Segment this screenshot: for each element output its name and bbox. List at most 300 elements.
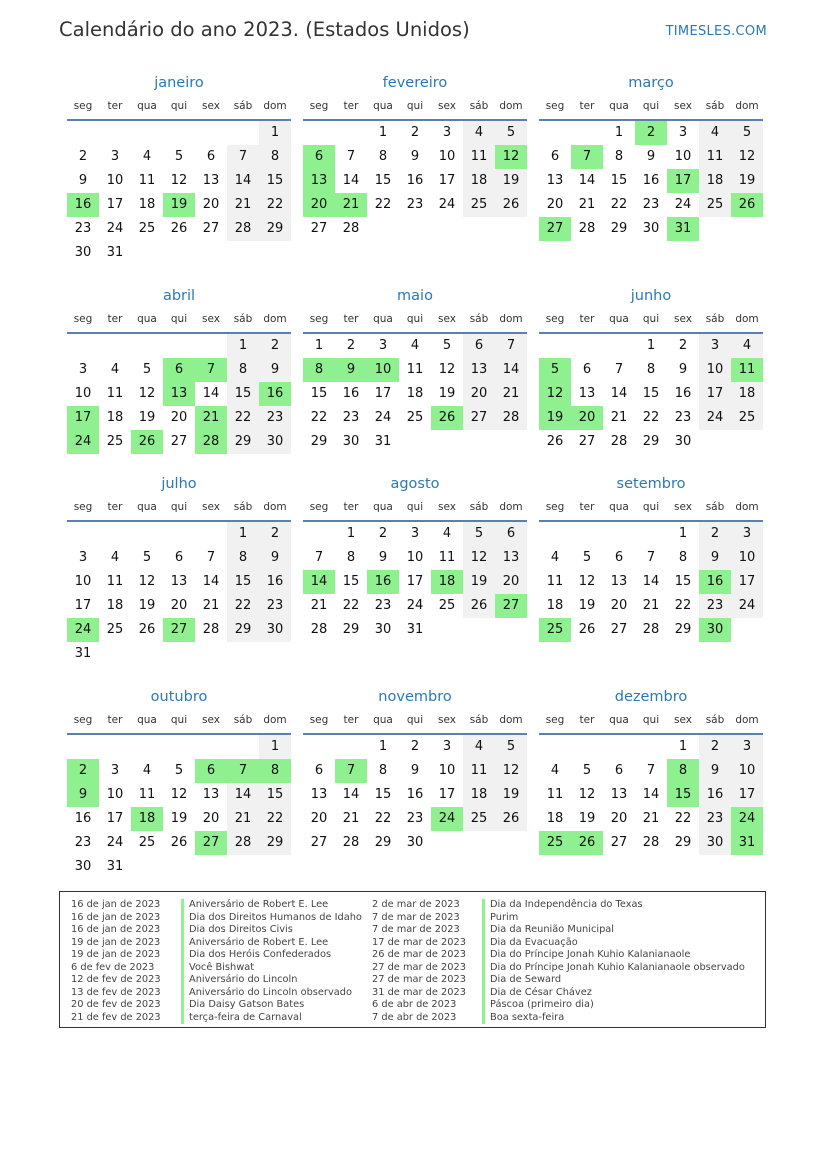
day-cell: 21 bbox=[578, 197, 596, 212]
day-cell: 3 bbox=[442, 125, 452, 140]
legend-date: 16 de jan de 2023 bbox=[71, 911, 161, 923]
day-cell: 15 bbox=[342, 574, 360, 589]
holiday-day-cell: 31 bbox=[667, 217, 699, 241]
weekday-label: qua bbox=[373, 100, 393, 112]
legend-holiday-name: Dia da Independência do Texas bbox=[482, 899, 643, 912]
day-cell: 3 bbox=[442, 739, 452, 754]
month-name: agosto bbox=[390, 476, 440, 492]
empty-cell bbox=[163, 735, 195, 759]
legend-date: 27 de mar de 2023 bbox=[372, 961, 466, 973]
day-grid bbox=[303, 334, 527, 454]
day-cell: 5 bbox=[582, 763, 592, 778]
legend-row bbox=[71, 1012, 362, 1025]
weekday-label: sex bbox=[438, 313, 456, 325]
legend-date: 27 de mar de 2023 bbox=[372, 974, 466, 985]
empty-cell bbox=[539, 522, 571, 546]
day-cell: 6 bbox=[582, 362, 592, 377]
day-cell: 22 bbox=[642, 410, 660, 425]
weekday-label: sex bbox=[438, 100, 456, 112]
weekday-header bbox=[539, 99, 763, 121]
day-cell: 5 bbox=[731, 121, 763, 145]
legend-date: 26 de mar de 2023 bbox=[372, 949, 466, 960]
weekday-label: seg bbox=[309, 714, 329, 726]
weekday-header bbox=[303, 99, 527, 121]
day-cell: 1 bbox=[346, 526, 356, 541]
day-cell: 11 bbox=[406, 362, 424, 377]
day-cell: 28 bbox=[642, 622, 660, 637]
weekday-label: sex bbox=[202, 714, 220, 726]
day-cell: 17 bbox=[731, 783, 763, 807]
empty-cell bbox=[99, 334, 131, 358]
holiday-day-cell: 26 bbox=[571, 831, 603, 855]
day-cell: 13 bbox=[610, 574, 628, 589]
weekday-label: sex bbox=[674, 714, 692, 726]
weekday-label: sáb bbox=[469, 100, 489, 112]
weekday-header bbox=[539, 312, 763, 334]
day-cell: 21 bbox=[495, 382, 527, 406]
month-name: junho bbox=[630, 288, 672, 304]
weekday-label: dom bbox=[499, 714, 523, 726]
weekday-label: dom bbox=[735, 100, 759, 112]
day-cell: 29 bbox=[374, 835, 392, 850]
weekday-label: seg bbox=[545, 501, 565, 513]
day-cell: 7 bbox=[646, 550, 656, 565]
day-cell: 19 bbox=[438, 386, 456, 401]
empty-cell bbox=[163, 522, 195, 546]
day-cell: 17 bbox=[406, 574, 424, 589]
empty-cell bbox=[67, 735, 99, 759]
weekday-label: qui bbox=[642, 714, 660, 726]
day-cell: 17 bbox=[106, 811, 124, 826]
holiday-day-cell: 27 bbox=[195, 831, 227, 855]
empty-cell bbox=[303, 121, 335, 145]
legend-holiday-name: Dia da Reunião Municipal bbox=[482, 924, 614, 937]
weekday-label: sáb bbox=[469, 501, 489, 513]
empty-cell bbox=[163, 121, 195, 145]
day-cell: 5 bbox=[174, 763, 184, 778]
day-cell: 29 bbox=[227, 430, 259, 454]
day-cell: 4 bbox=[142, 149, 152, 164]
empty-cell bbox=[99, 735, 131, 759]
day-cell: 29 bbox=[259, 217, 291, 241]
day-cell: 10 bbox=[438, 763, 456, 778]
day-cell: 11 bbox=[546, 787, 564, 802]
weekday-label: sáb bbox=[705, 501, 725, 513]
day-cell: 12 bbox=[170, 787, 188, 802]
empty-cell bbox=[195, 334, 227, 358]
day-cell: 11 bbox=[438, 550, 456, 565]
day-cell: 2 bbox=[259, 334, 291, 358]
day-cell: 9 bbox=[78, 173, 88, 188]
day-cell: 19 bbox=[495, 783, 527, 807]
day-cell: 13 bbox=[170, 574, 188, 589]
holiday-day-cell: 18 bbox=[131, 807, 163, 831]
day-cell: 18 bbox=[106, 598, 124, 613]
day-cell: 22 bbox=[374, 811, 392, 826]
weekday-label: sáb bbox=[469, 714, 489, 726]
day-cell: 27 bbox=[463, 406, 495, 430]
holiday-day-cell: 16 bbox=[67, 193, 99, 217]
day-cell: 6 bbox=[614, 550, 624, 565]
holiday-day-cell: 13 bbox=[303, 169, 335, 193]
weekday-label: qua bbox=[137, 313, 157, 325]
day-cell: 30 bbox=[259, 430, 291, 454]
day-grid bbox=[539, 121, 763, 241]
day-cell: 5 bbox=[142, 362, 152, 377]
day-cell: 29 bbox=[342, 622, 360, 637]
day-cell: 21 bbox=[227, 193, 259, 217]
day-cell: 1 bbox=[227, 522, 259, 546]
weekday-label: sex bbox=[674, 501, 692, 513]
day-cell: 19 bbox=[463, 570, 495, 594]
legend-date: 7 de mar de 2023 bbox=[372, 911, 460, 923]
month-setembro bbox=[539, 475, 763, 642]
legend-date: 7 de mar de 2023 bbox=[372, 924, 460, 935]
legend-row bbox=[372, 974, 745, 987]
day-cell: 23 bbox=[74, 835, 92, 850]
holiday-day-cell: 10 bbox=[367, 358, 399, 382]
day-cell: 24 bbox=[374, 410, 392, 425]
day-cell: 28 bbox=[578, 221, 596, 236]
day-cell: 28 bbox=[642, 835, 660, 850]
empty-cell bbox=[163, 334, 195, 358]
day-cell: 4 bbox=[550, 550, 560, 565]
day-cell: 19 bbox=[578, 598, 596, 613]
day-cell: 16 bbox=[699, 783, 731, 807]
day-cell: 3 bbox=[699, 334, 731, 358]
month-novembro bbox=[303, 688, 527, 855]
day-cell: 17 bbox=[731, 570, 763, 594]
legend-date: 12 de fev de 2023 bbox=[71, 974, 161, 985]
legend-row bbox=[71, 962, 362, 975]
day-cell: 25 bbox=[406, 410, 424, 425]
empty-cell bbox=[603, 522, 635, 546]
legend-row bbox=[372, 999, 745, 1012]
day-cell: 13 bbox=[310, 787, 328, 802]
day-cell: 7 bbox=[314, 550, 324, 565]
day-cell: 17 bbox=[106, 197, 124, 212]
empty-cell bbox=[99, 522, 131, 546]
day-cell: 20 bbox=[310, 811, 328, 826]
empty-cell bbox=[603, 334, 635, 358]
day-cell: 29 bbox=[610, 221, 628, 236]
day-cell: 10 bbox=[106, 173, 124, 188]
day-cell: 16 bbox=[259, 570, 291, 594]
empty-cell bbox=[67, 522, 99, 546]
legend-row bbox=[372, 1012, 745, 1025]
day-cell: 25 bbox=[138, 221, 156, 236]
day-cell: 23 bbox=[374, 598, 392, 613]
weekday-label: seg bbox=[73, 313, 93, 325]
day-cell: 21 bbox=[610, 410, 628, 425]
day-cell: 3 bbox=[110, 763, 120, 778]
holiday-day-cell: 8 bbox=[667, 759, 699, 783]
day-cell: 11 bbox=[699, 145, 731, 169]
month-outubro bbox=[67, 688, 291, 879]
day-cell: 29 bbox=[674, 622, 692, 637]
day-cell: 26 bbox=[170, 221, 188, 236]
weekday-label: dom bbox=[735, 313, 759, 325]
day-cell: 14 bbox=[202, 574, 220, 589]
day-cell: 31 bbox=[106, 859, 124, 874]
holiday-day-cell: 27 bbox=[163, 618, 195, 642]
day-cell: 20 bbox=[610, 598, 628, 613]
day-cell: 31 bbox=[406, 622, 424, 637]
holiday-day-cell: 9 bbox=[335, 358, 367, 382]
weekday-label: qui bbox=[642, 313, 660, 325]
day-cell: 5 bbox=[495, 121, 527, 145]
day-cell: 11 bbox=[138, 173, 156, 188]
legend-row bbox=[71, 899, 362, 912]
day-grid bbox=[67, 121, 291, 265]
legend-date: 19 de jan de 2023 bbox=[71, 949, 161, 960]
empty-cell bbox=[603, 735, 635, 759]
weekday-label: seg bbox=[545, 100, 565, 112]
day-cell: 1 bbox=[678, 739, 688, 754]
weekday-label: ter bbox=[343, 714, 359, 726]
holiday-day-cell: 30 bbox=[699, 618, 731, 642]
weekday-label: qui bbox=[170, 714, 188, 726]
day-cell: 8 bbox=[259, 145, 291, 169]
day-cell: 25 bbox=[138, 835, 156, 850]
day-cell: 19 bbox=[495, 169, 527, 193]
legend-holiday-name: Dia de César Chávez bbox=[482, 987, 592, 1000]
holiday-day-cell: 26 bbox=[431, 406, 463, 430]
day-cell: 4 bbox=[463, 121, 495, 145]
day-cell: 23 bbox=[406, 197, 424, 212]
holiday-day-cell: 15 bbox=[667, 783, 699, 807]
weekday-header bbox=[539, 500, 763, 522]
legend-holiday-name: Dia do Príncipe Jonah Kuhio Kalanianaole bbox=[482, 949, 690, 962]
legend-holiday-name: Dia Daisy Gatson Bates bbox=[181, 999, 304, 1012]
holiday-day-cell: 12 bbox=[495, 145, 527, 169]
day-cell: 9 bbox=[410, 149, 420, 164]
day-cell: 22 bbox=[259, 193, 291, 217]
day-cell: 18 bbox=[546, 598, 564, 613]
day-cell: 7 bbox=[646, 763, 656, 778]
holiday-day-cell: 7 bbox=[227, 759, 259, 783]
day-cell: 26 bbox=[546, 434, 564, 449]
day-cell: 21 bbox=[642, 811, 660, 826]
month-name: fevereiro bbox=[382, 75, 448, 91]
month-name: outubro bbox=[150, 689, 208, 705]
day-cell: 10 bbox=[731, 546, 763, 570]
holiday-day-cell: 8 bbox=[259, 759, 291, 783]
day-cell: 22 bbox=[610, 197, 628, 212]
day-cell: 17 bbox=[374, 386, 392, 401]
day-cell: 21 bbox=[202, 598, 220, 613]
weekday-label: dom bbox=[499, 100, 523, 112]
day-cell: 20 bbox=[546, 197, 564, 212]
legend-holiday-name: Dia dos Direitos Humanos de Idaho bbox=[181, 912, 362, 925]
empty-cell bbox=[635, 522, 667, 546]
empty-cell bbox=[67, 121, 99, 145]
weekday-label: sáb bbox=[233, 501, 253, 513]
legend-row bbox=[71, 912, 362, 925]
day-cell: 27 bbox=[610, 622, 628, 637]
day-cell: 10 bbox=[674, 149, 692, 164]
month-name: dezembro bbox=[614, 689, 688, 705]
weekday-label: qui bbox=[642, 100, 660, 112]
day-cell: 9 bbox=[678, 362, 688, 377]
day-cell: 25 bbox=[463, 193, 495, 217]
month-abril bbox=[67, 287, 291, 454]
holiday-day-cell: 16 bbox=[259, 382, 291, 406]
day-cell: 31 bbox=[374, 434, 392, 449]
day-cell: 28 bbox=[202, 622, 220, 637]
legend-row bbox=[71, 974, 362, 987]
day-grid bbox=[67, 735, 291, 879]
weekday-label: dom bbox=[499, 501, 523, 513]
month-name: setembro bbox=[616, 476, 686, 492]
legend-row bbox=[71, 949, 362, 962]
holiday-day-cell: 14 bbox=[303, 570, 335, 594]
legend-holiday-name: terça-feira de Carnaval bbox=[181, 1012, 302, 1025]
weekday-label: qua bbox=[373, 501, 393, 513]
legend-holiday-name: Páscoa (primeiro dia) bbox=[482, 999, 594, 1012]
weekday-header bbox=[303, 713, 527, 735]
day-cell: 23 bbox=[674, 410, 692, 425]
day-cell: 9 bbox=[646, 149, 656, 164]
day-cell: 15 bbox=[259, 783, 291, 807]
day-cell: 19 bbox=[138, 410, 156, 425]
weekday-header bbox=[67, 713, 291, 735]
holiday-day-cell: 6 bbox=[303, 145, 335, 169]
day-cell: 30 bbox=[74, 245, 92, 260]
day-cell: 2 bbox=[699, 735, 731, 759]
day-cell: 8 bbox=[678, 550, 688, 565]
legend-holiday-name: Aniversário de Robert E. Lee bbox=[181, 937, 328, 950]
day-cell: 27 bbox=[578, 434, 596, 449]
month-name: julho bbox=[161, 476, 197, 492]
day-cell: 25 bbox=[699, 193, 731, 217]
holiday-day-cell: 17 bbox=[67, 406, 99, 430]
day-cell: 25 bbox=[106, 622, 124, 637]
weekday-label: qua bbox=[609, 501, 629, 513]
day-cell: 9 bbox=[259, 358, 291, 382]
holiday-day-cell: 27 bbox=[539, 217, 571, 241]
weekday-label: ter bbox=[107, 714, 123, 726]
holiday-day-cell: 21 bbox=[335, 193, 367, 217]
day-grid bbox=[539, 735, 763, 855]
day-cell: 13 bbox=[495, 546, 527, 570]
day-cell: 25 bbox=[106, 434, 124, 449]
legend-date: 17 de mar de 2023 bbox=[372, 936, 466, 948]
day-cell: 14 bbox=[342, 173, 360, 188]
weekday-header bbox=[539, 713, 763, 735]
weekday-label: qua bbox=[137, 501, 157, 513]
legend-date: 6 de fev de 2023 bbox=[71, 961, 155, 973]
day-cell: 1 bbox=[378, 739, 388, 754]
day-cell: 24 bbox=[106, 835, 124, 850]
day-cell: 23 bbox=[699, 807, 731, 831]
day-cell: 21 bbox=[310, 598, 328, 613]
day-cell: 13 bbox=[202, 787, 220, 802]
day-cell: 27 bbox=[310, 835, 328, 850]
site-link[interactable]: TIMESLES.COM bbox=[665, 24, 767, 39]
legend-row bbox=[71, 937, 362, 950]
legend-row bbox=[372, 962, 745, 975]
day-cell: 28 bbox=[342, 835, 360, 850]
holiday-day-cell: 13 bbox=[163, 382, 195, 406]
weekday-label: qui bbox=[170, 501, 188, 513]
day-cell: 22 bbox=[374, 197, 392, 212]
weekday-label: sex bbox=[674, 100, 692, 112]
weekday-label: dom bbox=[263, 714, 287, 726]
weekday-header bbox=[67, 312, 291, 334]
legend-row bbox=[372, 949, 745, 962]
legend-date: 7 de abr de 2023 bbox=[372, 1011, 457, 1023]
day-cell: 5 bbox=[174, 149, 184, 164]
legend-date: 16 de jan de 2023 bbox=[71, 924, 161, 935]
weekday-label: qui bbox=[170, 313, 188, 325]
day-cell: 6 bbox=[206, 149, 216, 164]
day-cell: 11 bbox=[106, 386, 124, 401]
day-cell: 7 bbox=[495, 334, 527, 358]
day-cell: 6 bbox=[314, 763, 324, 778]
day-cell: 26 bbox=[495, 193, 527, 217]
day-cell: 15 bbox=[227, 570, 259, 594]
day-cell: 22 bbox=[674, 811, 692, 826]
day-cell: 25 bbox=[463, 807, 495, 831]
legend-row bbox=[71, 999, 362, 1012]
empty-cell bbox=[303, 735, 335, 759]
day-cell: 11 bbox=[463, 145, 495, 169]
holiday-day-cell: 2 bbox=[635, 121, 667, 145]
day-cell: 20 bbox=[463, 382, 495, 406]
holiday-day-cell: 7 bbox=[571, 145, 603, 169]
day-cell: 23 bbox=[259, 594, 291, 618]
weekday-label: ter bbox=[107, 501, 123, 513]
day-cell: 14 bbox=[642, 787, 660, 802]
day-cell: 17 bbox=[699, 382, 731, 406]
day-cell: 2 bbox=[699, 522, 731, 546]
day-cell: 1 bbox=[259, 735, 291, 759]
empty-cell bbox=[227, 121, 259, 145]
day-cell: 1 bbox=[614, 125, 624, 140]
day-cell: 17 bbox=[74, 598, 92, 613]
day-cell: 9 bbox=[699, 759, 731, 783]
holiday-day-cell: 20 bbox=[303, 193, 335, 217]
empty-cell bbox=[131, 334, 163, 358]
weekday-label: sex bbox=[674, 313, 692, 325]
weekday-label: ter bbox=[107, 313, 123, 325]
empty-cell bbox=[131, 735, 163, 759]
day-cell: 3 bbox=[731, 522, 763, 546]
day-cell: 15 bbox=[374, 173, 392, 188]
day-cell: 15 bbox=[674, 574, 692, 589]
day-cell: 28 bbox=[342, 221, 360, 236]
day-cell: 17 bbox=[438, 787, 456, 802]
day-cell: 30 bbox=[642, 221, 660, 236]
holiday-day-cell: 7 bbox=[195, 358, 227, 382]
weekday-label: qua bbox=[373, 313, 393, 325]
legend-date: 2 de mar de 2023 bbox=[372, 899, 460, 910]
month-fevereiro bbox=[303, 74, 527, 241]
day-cell: 19 bbox=[578, 811, 596, 826]
weekday-label: sex bbox=[202, 100, 220, 112]
day-cell: 19 bbox=[731, 169, 763, 193]
weekday-label: qui bbox=[406, 313, 424, 325]
weekday-label: sáb bbox=[705, 100, 725, 112]
empty-cell bbox=[571, 522, 603, 546]
day-grid bbox=[303, 522, 527, 642]
day-cell: 10 bbox=[74, 386, 92, 401]
holiday-day-cell: 20 bbox=[571, 406, 603, 430]
day-cell: 7 bbox=[206, 550, 216, 565]
day-cell: 15 bbox=[227, 382, 259, 406]
day-cell: 14 bbox=[642, 574, 660, 589]
